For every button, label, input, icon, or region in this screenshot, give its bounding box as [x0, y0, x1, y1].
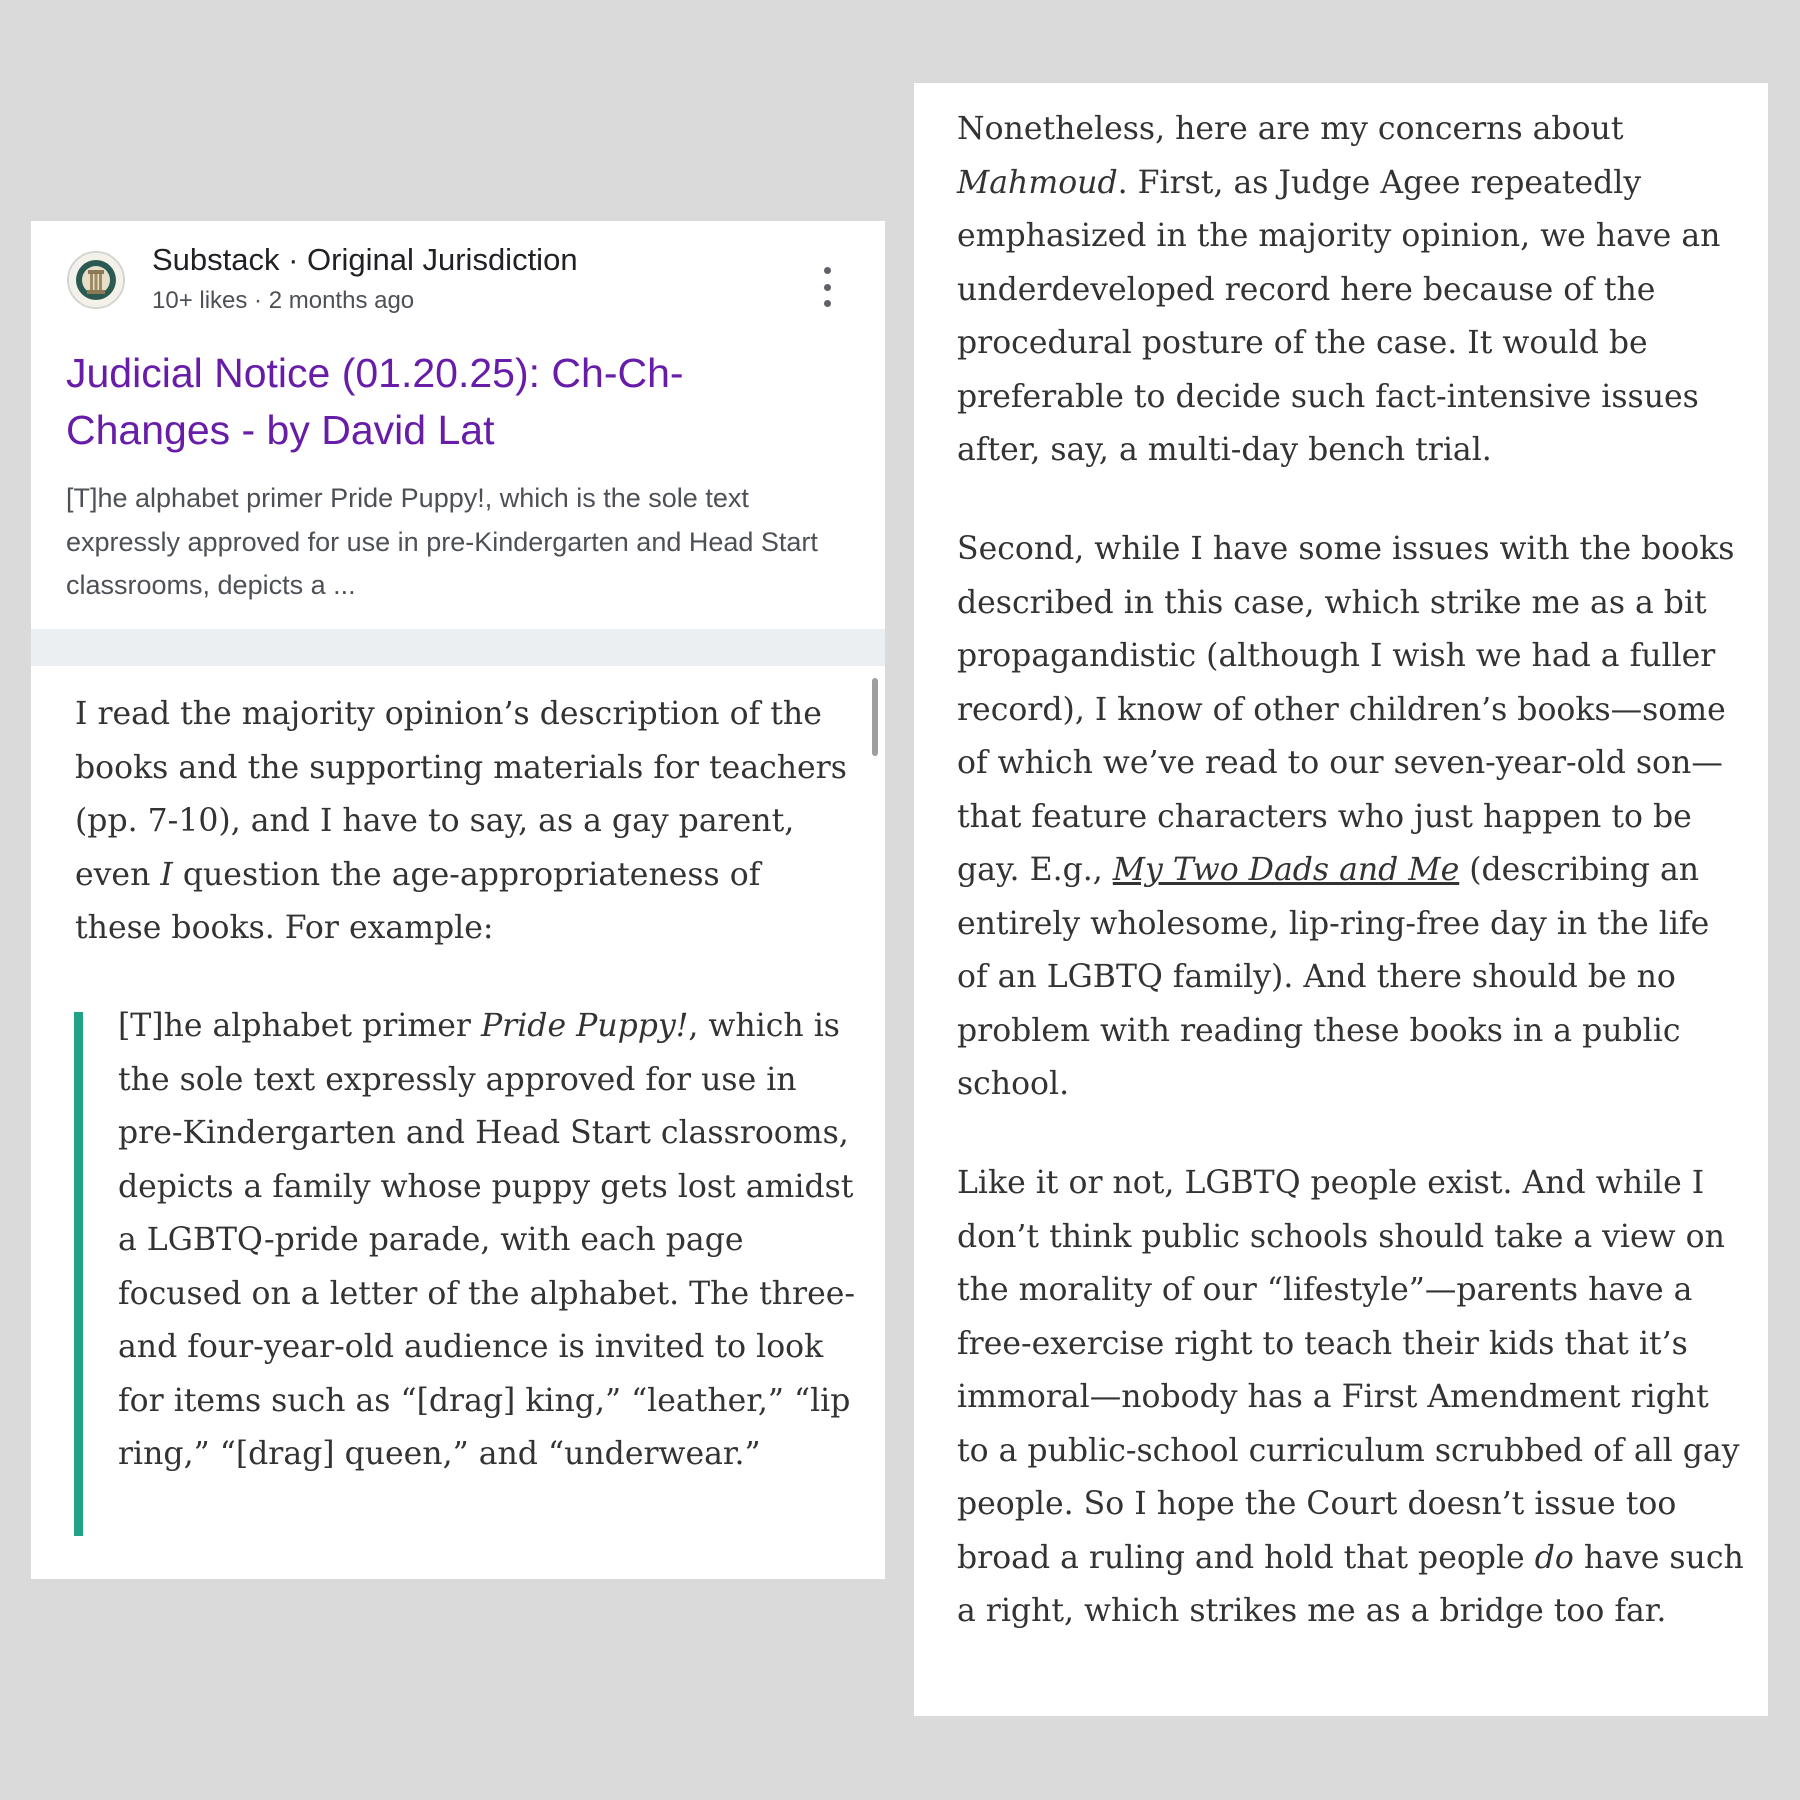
more-vert-icon[interactable] — [817, 267, 837, 307]
article-excerpt-right[interactable] — [914, 83, 1768, 1716]
result-source[interactable]: Substack · Original Jurisdiction — [152, 242, 578, 277]
card-divider — [31, 629, 885, 666]
p2-text-b: (describing an entirely wholesome, lip-ring-free day in the life of an LGBTQ family). And there should be no problem with reading these books in a public school. — [957, 852, 1710, 1102]
result-title-link[interactable]: Judicial Notice (01.20.25): Ch-Ch-Changes - by David Lat — [66, 350, 684, 453]
p3-emphasis: do — [1534, 1539, 1574, 1576]
menu-dot — [824, 300, 831, 307]
menu-dot — [824, 284, 831, 291]
p3-text-b: have such a right, which strikes me as a bridge too far. — [957, 1539, 1744, 1629]
quote-text-b: , which is the sole text expressly approved for use in pre-Kindergarten and Head Start classrooms, depicts a family whose puppy gets lost amidst a LGBTQ-pride parade, with each page focused on a letter of the alphabet. The three- and four-year-old audience is invited to look for items such as “[drag] king,” “leather,” “lip ring,” “[drag] queen,” and “underwear.” — [118, 1008, 856, 1472]
result-meta: 10+ likes · 2 months ago — [152, 287, 415, 314]
book-link-my-two-dads[interactable]: My Two Dads and Me — [1112, 852, 1460, 888]
p1-text-a: Nonetheless, here are my concerns about — [957, 111, 1624, 147]
intro-emphasis: I — [160, 856, 173, 893]
blockquote-bar — [74, 1012, 83, 1536]
p3-text-a: Like it or not, LGBTQ people exist. And while I don’t think public schools should take a view on the morality of our “lifestyle”—parents have a free-exercise right to teach their kids that it’s immoral—nobody has a First Amendment right to a public-school curriculum scrubbed of all gay people. So I hope the Court doesn’t issue too broad a ruling and hold that people — [957, 1165, 1740, 1576]
court-column-logo-icon[interactable] — [67, 251, 125, 309]
article-excerpt-left[interactable] — [31, 666, 885, 1579]
paragraph-second — [957, 523, 1747, 1112]
intro-text-a: I read the majority opinion’s description of the books and the supporting materials for teachers (pp. 7-10), and I have to say, as a gay parent, even — [75, 696, 847, 893]
paragraph-concerns — [957, 103, 1747, 478]
result-snippet: [T]he alphabet primer Pride Puppy!, which is the sole text expressly approved for use in pre-Kindergarten and Head Start classrooms, depicts a ... — [66, 483, 818, 600]
blockquote — [118, 1000, 868, 1482]
quote-book-title: Pride Puppy! — [480, 1008, 689, 1044]
paragraph-lgbtq — [957, 1157, 1747, 1639]
search-result-card[interactable] — [31, 221, 885, 629]
p2-text-a: Second, while I have some issues with the books described in this case, which strike me as a bit propagandistic (although I wish we had a fuller record), I know of other children’s books—some of which we’ve read to our seven-year-old son—that feature characters who just happen to be gay. E.g., — [957, 531, 1735, 888]
scrollbar-thumb[interactable] — [872, 678, 878, 756]
intro-text-b: question the age-appropriateness of these books. For example: — [75, 856, 761, 946]
intro-paragraph — [75, 688, 855, 956]
p1-text-b: . First, as Judge Agee repeatedly emphasized in the majority opinion, we have an underdeveloped record here because of the procedural posture of the case. It would be preferable to decide such fact-intensive issues after, say, a multi-day bench trial. — [957, 164, 1721, 468]
case-name: Mahmoud — [957, 164, 1118, 201]
quote-text-a: [T]he alphabet primer — [118, 1008, 481, 1044]
menu-dot — [824, 267, 831, 274]
